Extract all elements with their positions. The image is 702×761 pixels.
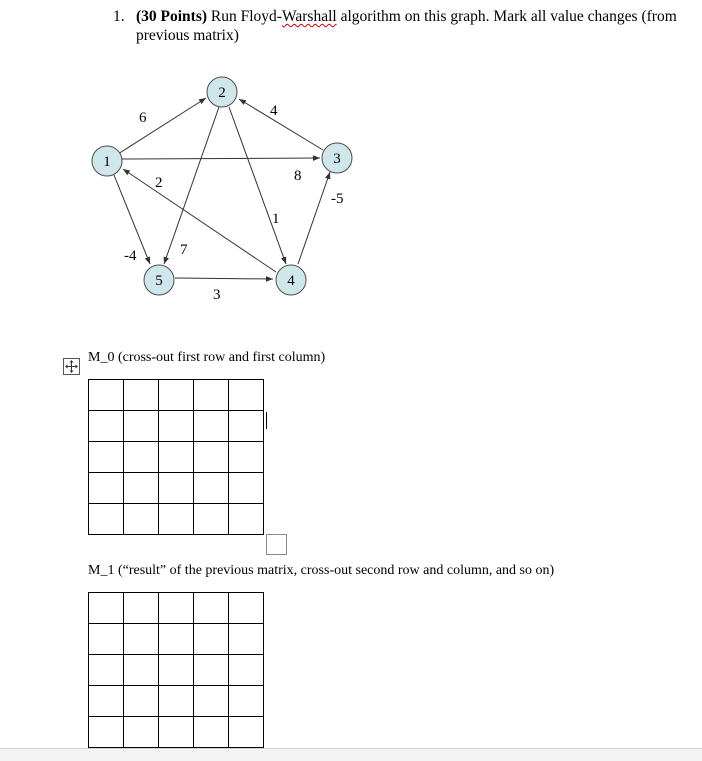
weight-1-2: 6 <box>139 110 147 126</box>
matrix-cell[interactable] <box>124 504 159 535</box>
matrix-cell[interactable] <box>229 473 264 504</box>
node-5-label: 5 <box>155 273 163 289</box>
matrix-cell[interactable] <box>229 593 264 624</box>
weight-2-4: 1 <box>272 211 280 227</box>
table-resize-handle[interactable] <box>266 534 287 555</box>
node-2-label: 2 <box>218 85 226 101</box>
table-row <box>89 686 264 717</box>
question-text-before: Run Floyd- <box>207 8 282 25</box>
matrix-cell[interactable] <box>89 655 124 686</box>
edge-1-2 <box>118 98 206 154</box>
edge-3-2 <box>239 99 323 150</box>
matrix-cell[interactable] <box>159 655 194 686</box>
table-row <box>89 380 264 411</box>
node-1-label: 1 <box>103 154 111 170</box>
table-row <box>89 442 264 473</box>
matrix-cell[interactable] <box>124 717 159 748</box>
matrix-cell[interactable] <box>124 442 159 473</box>
matrix-cell[interactable] <box>229 442 264 473</box>
table-row <box>89 717 264 748</box>
matrix-cell[interactable] <box>159 411 194 442</box>
matrix-cell[interactable] <box>229 655 264 686</box>
matrix-cell[interactable] <box>194 717 229 748</box>
table-row <box>89 473 264 504</box>
matrix0-label: M_0 (cross-out first row and first column) <box>88 350 326 365</box>
matrix-cell[interactable] <box>194 655 229 686</box>
matrix-cell[interactable] <box>194 624 229 655</box>
matrix-cell[interactable] <box>229 504 264 535</box>
graph-diagram <box>0 0 702 330</box>
matrix-cell[interactable] <box>89 717 124 748</box>
matrix-cell[interactable] <box>159 380 194 411</box>
matrix-cell[interactable] <box>194 442 229 473</box>
node-3-label: 3 <box>333 151 341 167</box>
question-points: (30 Points) <box>136 8 208 25</box>
matrix-cell[interactable] <box>124 473 159 504</box>
matrix0-table[interactable] <box>88 379 264 535</box>
matrix-cell[interactable] <box>89 380 124 411</box>
table-row <box>89 411 264 442</box>
node-5 <box>144 265 174 295</box>
matrix-cell[interactable] <box>229 686 264 717</box>
weight-5-4: 3 <box>213 287 221 303</box>
table-row <box>89 593 264 624</box>
matrix-cell[interactable] <box>124 655 159 686</box>
edge-1-3 <box>122 158 320 159</box>
matrix-cell[interactable] <box>89 593 124 624</box>
matrix-cell[interactable] <box>89 624 124 655</box>
matrix-cell[interactable] <box>159 593 194 624</box>
matrix-cell[interactable] <box>89 411 124 442</box>
matrix-cell[interactable] <box>194 411 229 442</box>
weight-1-5: -4 <box>124 248 137 264</box>
matrix-cell[interactable] <box>159 504 194 535</box>
edge-4-3 <box>298 172 330 264</box>
node-4 <box>276 265 306 295</box>
edge-2-4 <box>229 107 286 264</box>
matrix-cell[interactable] <box>194 686 229 717</box>
node-4-label: 4 <box>287 273 295 289</box>
question-line-2: previous matrix) <box>136 27 239 44</box>
matrix1-label: M_1 (“result” of the previous matrix, cross-out second row and column, and so on) <box>88 563 555 578</box>
edge-4-1 <box>123 169 276 272</box>
weight-1-3: 8 <box>294 168 302 184</box>
weight-3-2: 4 <box>270 103 278 119</box>
matrix-cell[interactable] <box>124 380 159 411</box>
weight-4-1: 2 <box>155 175 163 191</box>
matrix-cell[interactable] <box>89 686 124 717</box>
matrix-cell[interactable] <box>229 717 264 748</box>
matrix-cell[interactable] <box>159 442 194 473</box>
table-row <box>89 504 264 535</box>
matrix-cell[interactable] <box>159 686 194 717</box>
matrix-cell[interactable] <box>159 473 194 504</box>
matrix-cell[interactable] <box>124 411 159 442</box>
matrix-cell[interactable] <box>194 473 229 504</box>
matrix-cell[interactable] <box>89 442 124 473</box>
table-row <box>89 655 264 686</box>
question-number: 1. <box>113 8 125 25</box>
weight-4-3: -5 <box>331 191 344 207</box>
matrix-cell[interactable] <box>194 504 229 535</box>
matrix-cell[interactable] <box>229 624 264 655</box>
matrix-cell[interactable] <box>229 380 264 411</box>
spellcheck-word[interactable]: Warshall <box>281 8 337 25</box>
matrix-cell[interactable] <box>229 411 264 442</box>
question-text-after: algorithm on this graph. Mark all value changes (from <box>336 8 677 25</box>
matrix-cell[interactable] <box>194 380 229 411</box>
status-bar <box>0 748 702 761</box>
matrix-cell[interactable] <box>159 717 194 748</box>
text-cursor <box>266 412 267 429</box>
matrix-cell[interactable] <box>124 593 159 624</box>
matrix-cell[interactable] <box>159 624 194 655</box>
move-icon <box>65 360 78 373</box>
matrix-cell[interactable] <box>124 624 159 655</box>
edge-2-5 <box>164 107 219 264</box>
matrix-cell[interactable] <box>124 686 159 717</box>
matrix-cell[interactable] <box>89 504 124 535</box>
node-1 <box>92 146 122 176</box>
matrix1-table[interactable] <box>88 592 264 748</box>
matrix-cell[interactable] <box>194 593 229 624</box>
node-2 <box>207 77 237 107</box>
node-3 <box>322 143 352 173</box>
matrix-cell[interactable] <box>89 473 124 504</box>
table-move-handle[interactable] <box>63 358 80 375</box>
edge-5-4 <box>175 278 273 279</box>
table-row <box>89 624 264 655</box>
weight-2-5: 7 <box>180 242 188 258</box>
